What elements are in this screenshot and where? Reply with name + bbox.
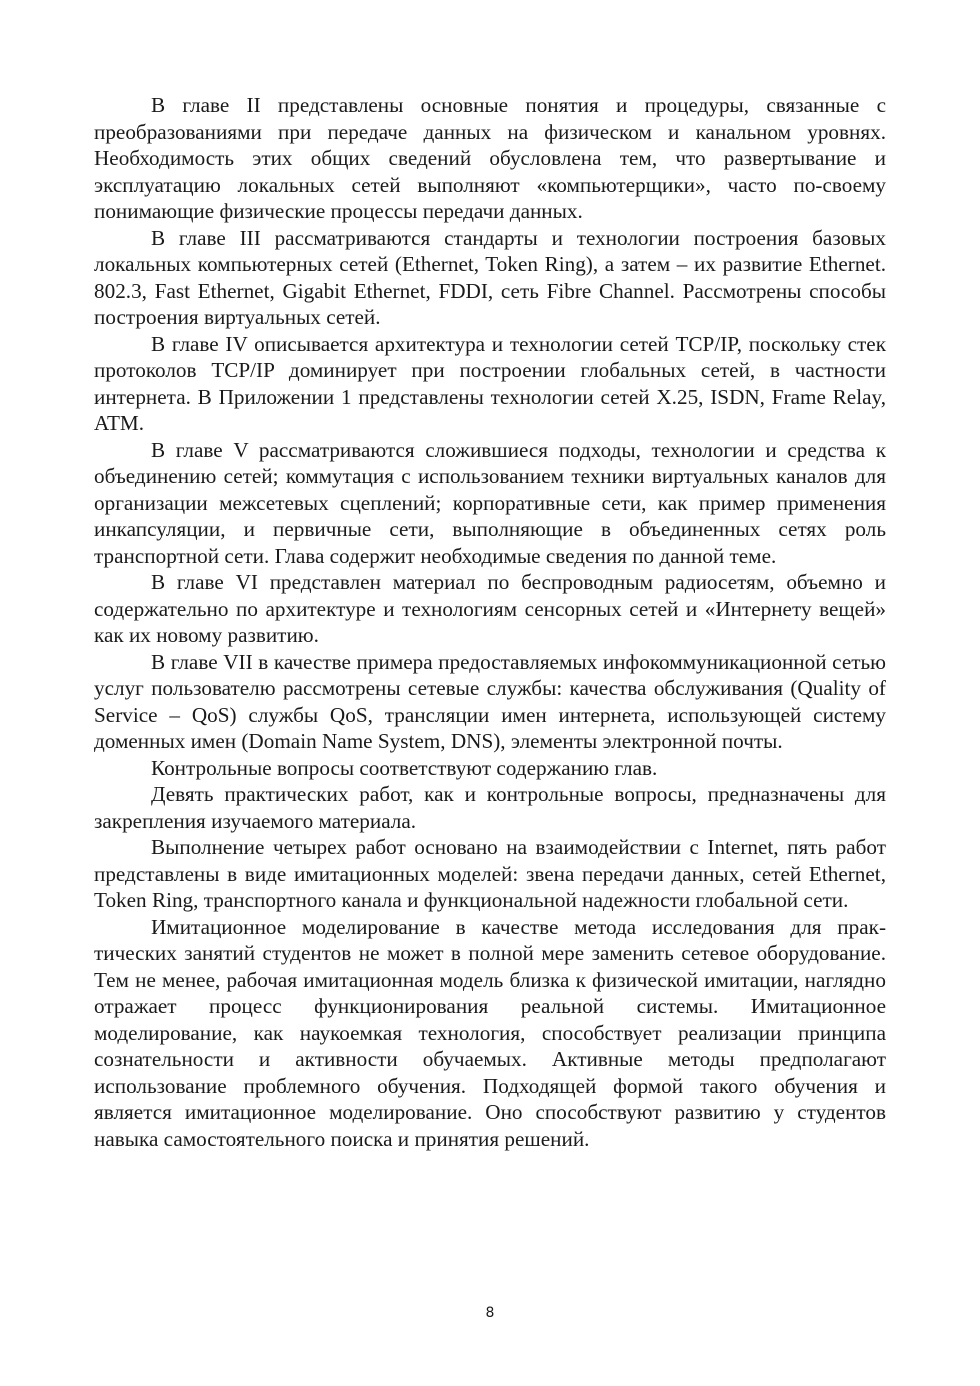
paragraph-chapter-5: В главе V рассматриваются сложившиеся подходы, технологии и средства к объединению сетей; коммутация с использованием техники виртуальных каналов для организации межсетевых сцеплений; корпоративные сети, как пример применения инкапсуляции, и первичные сети, выполняющие в объединенных сетях роль транспортной сети. Глава содержит необходимые сведения по данной теме. — [94, 437, 886, 568]
paragraph-chapter-6: В главе VI представлен материал по беспроводным радиосетям, объемно и содержательно по архитектуре и технологиям сенсорных сетей и «Интернету вещей» как их новому развитию. — [94, 570, 886, 647]
paragraph-chapter-4: В главе IV описывается архитектура и технологии сетей TCP/IP, поскольку стек протоколов TCP/IP доминирует при построении глобальных сетей, в частности интернета. В Приложении 1 представлены технологии сетей X.25, ISDN, Frame Relay, ATM. — [94, 331, 886, 435]
paragraph-control-questions: Контрольные вопросы соответствуют содержанию глав. — [151, 755, 658, 780]
paragraph-practical-works: Девять практических работ, как и контрольные вопросы, предназначены для закрепления изучаемого материала. — [94, 782, 886, 833]
page-number: 8 — [485, 1305, 495, 1321]
document-body — [94, 92, 886, 1152]
paragraph-simulation-modeling: Имитационное моделирование в качестве метода исследования для практических занятий студентов не может в полной мере заменить сетевое оборудование. Тем не менее, рабочая имитационная модель близка к физической имитации, наглядно отражает процесс функционирования реальной системы. Имитационное моделирование, как наукоемкая технология, способствует реализации принципа сознательности и активности обучаемых. Активные методы предполагают использование проблемного обучения. Подходящей формой такого обучения и является имитационное моделирование. Оно способствуют развитию у студентов навыка самостоятельного поиска и принятия решений. — [94, 914, 886, 1151]
paragraph-chapter-3: В главе III рассматриваются стандарты и технологии построения базовых локальных компьютерных сетей (Ethernet, Token Ring), а затем – их развитие Ethernet. 802.3, Fast Ethernet, Gigabit Ethernet, FDDI, сеть Fibre Channel. Рассмотрены способы построения виртуальных сетей. — [94, 225, 886, 329]
paragraph-chapter-2: В главе II представлены основные понятия и процедуры, связанные с преобразованиями при передаче данных на физическом и канальном уровнях. Необходимость этих общих сведений обусловлена тем, что развертывание и эксплуатацию локальных сетей выполняют «компьютерщики», часто по-своему понимающие физические процессы передачи данных. — [94, 93, 886, 223]
paragraph-internet-works: Выполнение четырех работ основано на взаимодействии с Internet, пять работ представлены в виде имитационных моделей: звена передачи данных, сетей Ethernet, Token Ring, транспортного канала и функциональной надежности глобальной сети. — [94, 835, 886, 912]
paragraph-chapter-7: В главе VII в качестве примера предоставляемых инфокоммуникационной сетью услуг пользователю рассмотрены сетевые службы: качества обслуживания (Quality of Service – QoS) службы QoS, трансляции имен интернета, использующей систему доменных имен (Domain Name System, DNS), элементы электронной почты. — [94, 649, 886, 753]
